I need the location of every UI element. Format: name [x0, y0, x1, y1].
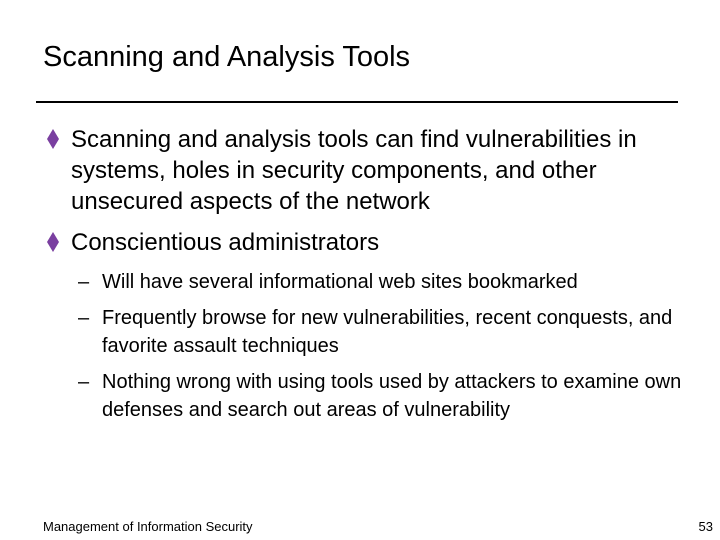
- diamond-bullet-icon: [46, 232, 60, 252]
- dash-marker: –: [78, 370, 90, 393]
- footer-course-name: Management of Information Security: [43, 519, 253, 534]
- sub-bullet-text: Frequently browse for new vulnerabilities, recent conquests, and favorite assault techniques: [102, 306, 673, 357]
- dash-marker: –: [78, 271, 90, 293]
- slide-body: [0, 124, 720, 432]
- dash-marker: –: [78, 306, 90, 329]
- bullet-text: Conscientious administrators: [71, 229, 380, 256]
- sub-bullet-list: [0, 268, 720, 425]
- slide-title: Scanning and Analysis Tools: [43, 41, 411, 73]
- sub-bullet-item: [0, 368, 682, 425]
- sub-bullet-text: Nothing wrong with using tools used by attackers to examine own defenses and search out areas of vulnerability: [102, 370, 682, 421]
- page-number: 53: [698, 519, 713, 534]
- bullet-item: [0, 124, 671, 217]
- title-divider: [36, 101, 678, 103]
- sub-bullet-item: [0, 304, 682, 361]
- bullet-text: Scanning and analysis tools can find vulnerabilities in systems, holes in security components, and other unsecured aspects of the network: [71, 126, 637, 215]
- sub-bullet-item: [0, 268, 682, 297]
- sub-bullet-text: Will have several informational web sites bookmarked: [102, 271, 578, 293]
- bullet-item: [0, 227, 671, 258]
- diamond-bullet-icon: [46, 129, 60, 149]
